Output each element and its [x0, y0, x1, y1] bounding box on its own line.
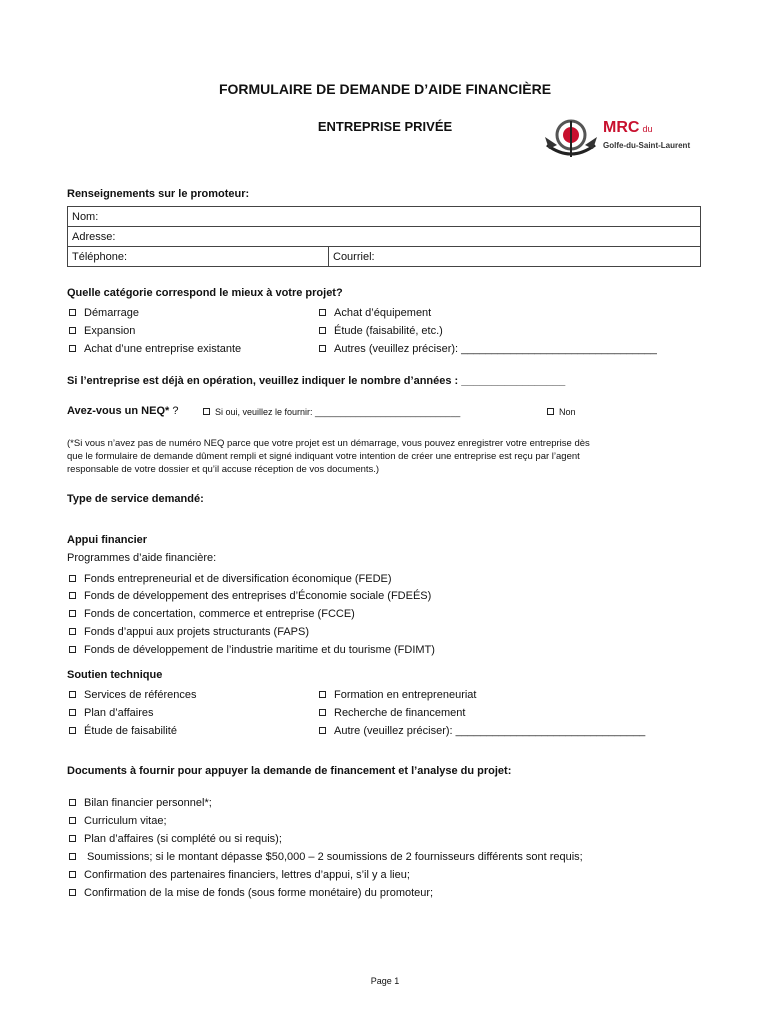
checkbox[interactable]	[69, 327, 76, 334]
checkbox[interactable]	[69, 835, 76, 842]
categorie-option[interactable]: Achat d’une entreprise existante	[69, 343, 241, 355]
categorie-question: Quelle catégorie correspond le mieux à votre projet?	[67, 287, 343, 299]
checkbox[interactable]	[69, 610, 76, 617]
anchor-logo-icon	[543, 115, 601, 163]
courriel-field[interactable]: Courriel:	[329, 247, 701, 267]
page-number: Page 1	[370, 976, 400, 986]
checkbox[interactable]	[69, 871, 76, 878]
categorie-option[interactable]: Achat d’équipement	[319, 307, 431, 319]
checkbox[interactable]	[69, 709, 76, 716]
checkbox[interactable]	[319, 727, 326, 734]
form-title: FORMULAIRE DE DEMANDE D’AIDE FINANCIÈRE	[218, 81, 552, 97]
neq-qmark: ?	[172, 405, 179, 417]
checkbox[interactable]	[69, 727, 76, 734]
logo-subtitle: Golfe-du-Saint-Laurent	[603, 141, 691, 150]
programmes-label: Programmes d’aide financière:	[67, 552, 217, 564]
neq-non-option[interactable]: Non	[547, 407, 576, 417]
telephone-field[interactable]: Téléphone:	[68, 247, 329, 267]
checkbox[interactable]	[69, 646, 76, 653]
checkbox[interactable]	[69, 628, 76, 635]
categorie-option[interactable]: Expansion	[69, 325, 135, 337]
technique-option[interactable]: Recherche de financement	[319, 707, 465, 719]
document-item[interactable]: Confirmation de la mise de fonds (sous forme monétaire) du promoteur;	[69, 887, 433, 899]
checkbox[interactable]	[69, 817, 76, 824]
form-subtitle: ENTREPRISE PRIVÉE	[317, 119, 453, 134]
adresse-field[interactable]: Adresse:	[68, 227, 701, 247]
document-item[interactable]: Bilan financier personnel*;	[69, 797, 212, 809]
mrc-logo	[543, 115, 713, 163]
document-item[interactable]: Confirmation des partenaires financiers, lettres d’appui, s’il y a lieu;	[69, 869, 410, 881]
logo-du-text: du	[642, 124, 653, 134]
logo-mrc-text: MRC	[603, 119, 640, 136]
checkbox[interactable]	[69, 592, 76, 599]
document-item[interactable]: Soumissions; si le montant dépasse $50,000 – 2 soumissions de 2 fournisseurs différents sont requis;	[69, 851, 583, 863]
categorie-option[interactable]: Démarrage	[69, 307, 139, 319]
categorie-option-autres[interactable]: Autres (veuillez préciser): ________________________________	[319, 343, 657, 355]
promoteur-heading: Renseignements sur le promoteur:	[67, 188, 250, 200]
categorie-option[interactable]: Étude (faisabilité, etc.)	[319, 325, 443, 337]
checkbox[interactable]	[69, 309, 76, 316]
neq-label: Avez-vous un NEQ*	[67, 405, 170, 417]
documents-heading: Documents à fournir pour appuyer la demande de financement et l’analyse du projet:	[67, 765, 512, 777]
technique-option-autre[interactable]: Autre (veuillez préciser): _______________________________	[319, 725, 645, 737]
checkbox[interactable]	[69, 575, 76, 582]
neq-oui-option[interactable]: Si oui, veuillez le fournir: _____________________________	[203, 407, 460, 417]
neq-note: (*Si vous n’avez pas de numéro NEQ parce que votre projet est un démarrage, vous pouvez enregistrer votre entreprise dès que le formulaire de demande dûment rempli et signé indiquant votre intention de créer une entreprise est reçu par l’agent responsable de votre dossier et qu’il accuse réception de vos documents.)	[67, 438, 590, 475]
document-item[interactable]: Plan d’affaires (si complété ou si requis);	[69, 833, 282, 845]
service-heading: Type de service demandé:	[67, 493, 204, 505]
document-item[interactable]: Curriculum vitae;	[69, 815, 167, 827]
neq-question	[67, 405, 178, 417]
technique-option[interactable]: Formation en entrepreneuriat	[319, 689, 476, 701]
nom-field[interactable]: Nom:	[68, 207, 701, 227]
technique-option[interactable]: Plan d’affaires	[69, 707, 154, 719]
checkbox[interactable]	[69, 691, 76, 698]
programme-option[interactable]: Fonds de développement des entreprises d’Économie sociale (FDEÉS)	[69, 590, 431, 602]
checkbox[interactable]	[69, 345, 76, 352]
appui-heading: Appui financier	[67, 534, 148, 546]
checkbox[interactable]	[69, 799, 76, 806]
checkbox[interactable]	[319, 327, 326, 334]
checkbox[interactable]	[319, 709, 326, 716]
promoteur-table	[67, 206, 701, 267]
technique-heading: Soutien technique	[67, 669, 163, 681]
checkbox[interactable]	[69, 853, 76, 860]
programme-option[interactable]: Fonds d’appui aux projets structurants (FAPS)	[69, 626, 309, 638]
programme-option[interactable]: Fonds de développement de l’industrie maritime et du tourisme (FDIMT)	[69, 644, 435, 656]
technique-option[interactable]: Étude de faisabilité	[69, 725, 177, 737]
checkbox[interactable]	[319, 309, 326, 316]
programme-option[interactable]: Fonds de concertation, commerce et entreprise (FCCE)	[69, 608, 355, 620]
checkbox[interactable]	[319, 691, 326, 698]
operation-years-field[interactable]: Si l’entreprise est déjà en opération, veuillez indiquer le nombre d’années : _________________	[67, 375, 566, 387]
programme-option[interactable]: Fonds entrepreneurial et de diversification économique (FEDE)	[69, 573, 392, 585]
technique-option[interactable]: Services de références	[69, 689, 197, 701]
checkbox[interactable]	[203, 408, 210, 415]
checkbox[interactable]	[69, 889, 76, 896]
checkbox[interactable]	[547, 408, 554, 415]
checkbox[interactable]	[319, 345, 326, 352]
